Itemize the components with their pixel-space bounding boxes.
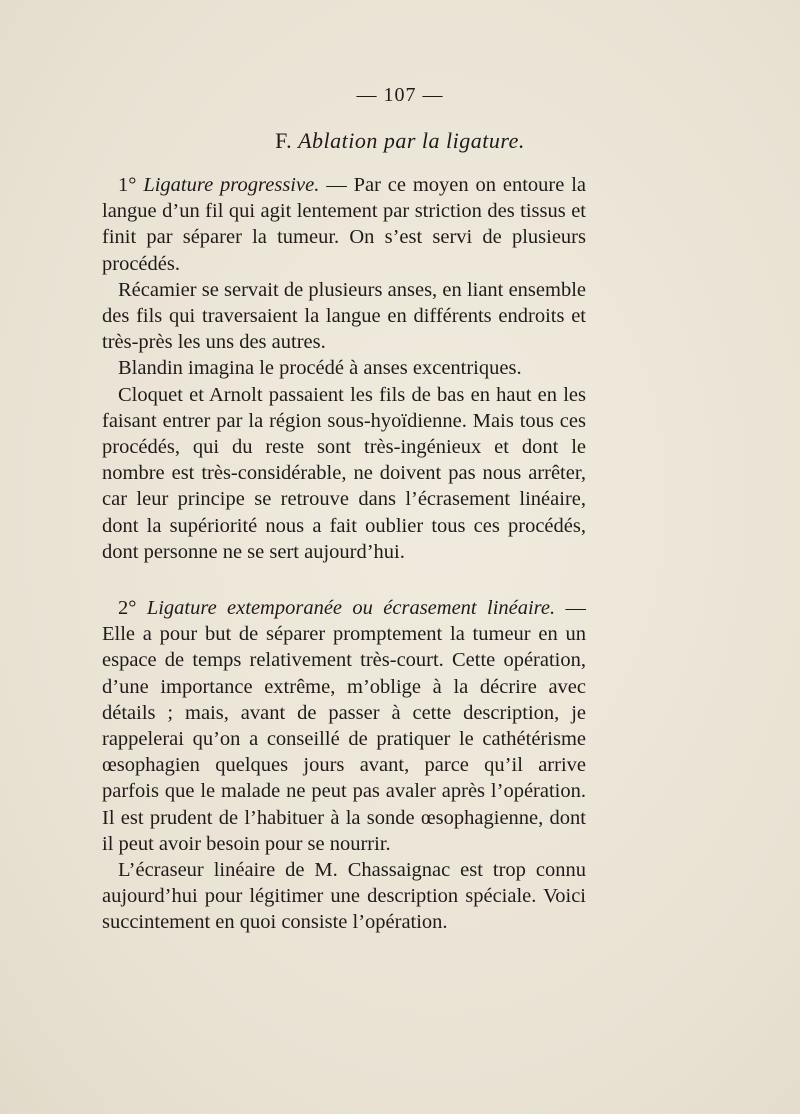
section-title: Ligature progressive. bbox=[143, 174, 320, 196]
section-number: 1° bbox=[118, 174, 137, 196]
paragraph-text: Elle a pour but de séparer promptement la tumeur en un espace de temps relativement très-court. Cette opération, d’une importance extrême, m’oblige à la décrire avec détails ; mais, avant de passer à cette description, je rappelerai qu’on a conseillé de pratiquer le cathétérisme œsophagien quelques jours avant, parce qu’il arrive parfois que le malade ne peut pas avaler après l’opération. Il est prudent de l’habituer à la sonde œsophagienne, dont il peut avoir besoin pour se nourrir. bbox=[102, 623, 586, 855]
paragraph bbox=[102, 595, 586, 857]
page-number: — 107 — bbox=[356, 84, 444, 106]
paragraph: L’écraseur linéaire de M. Chassaignac est trop connu aujourd’hui pour légitimer une description spéciale. Voici succintement en quoi consiste l’opération. bbox=[102, 859, 586, 934]
heading-title: Ablation par la ligature. bbox=[298, 128, 525, 153]
paragraph bbox=[102, 172, 586, 277]
em-dash: — bbox=[319, 174, 354, 196]
paragraph: Blandin imagina le procédé à anses excentriques. bbox=[118, 357, 522, 380]
section-ligature-extemporanee bbox=[102, 595, 586, 936]
section-heading bbox=[0, 128, 800, 154]
heading-label: F. bbox=[275, 128, 293, 153]
section-number: 2° bbox=[118, 597, 137, 619]
paragraph: Récamier se servait de plusieurs anses, en liant ensemble des fils qui traversaient la langue en différents endroits et très-près les uns des autres. bbox=[102, 278, 586, 354]
section-title: Ligature extemporanée ou écrasement linéaire. bbox=[146, 597, 556, 619]
paragraph: Cloquet et Arnolt passaient les fils de bas en haut en les faisant entrer par la région sous-hyoïdienne. Mais tous ces procédés, qui du reste sont très-ingénieux et dont le nombre est très-considérable, ne doivent pas nous arrêter, car leur principe se retrouve dans l’écrasement linéaire, dont la supériorité nous a fait oublier tous ces procédés, dont personne ne se sert aujourd’hui. bbox=[102, 383, 586, 563]
paragraph-text: Par ce moyen on entoure la langue d’un fil qui agit lentement par striction des tissus et finit par séparer la tumeur. On s’est servi de plusieurs procédés. bbox=[102, 174, 587, 275]
em-dash: — bbox=[555, 597, 587, 619]
section-ligature-progressive bbox=[102, 172, 586, 565]
